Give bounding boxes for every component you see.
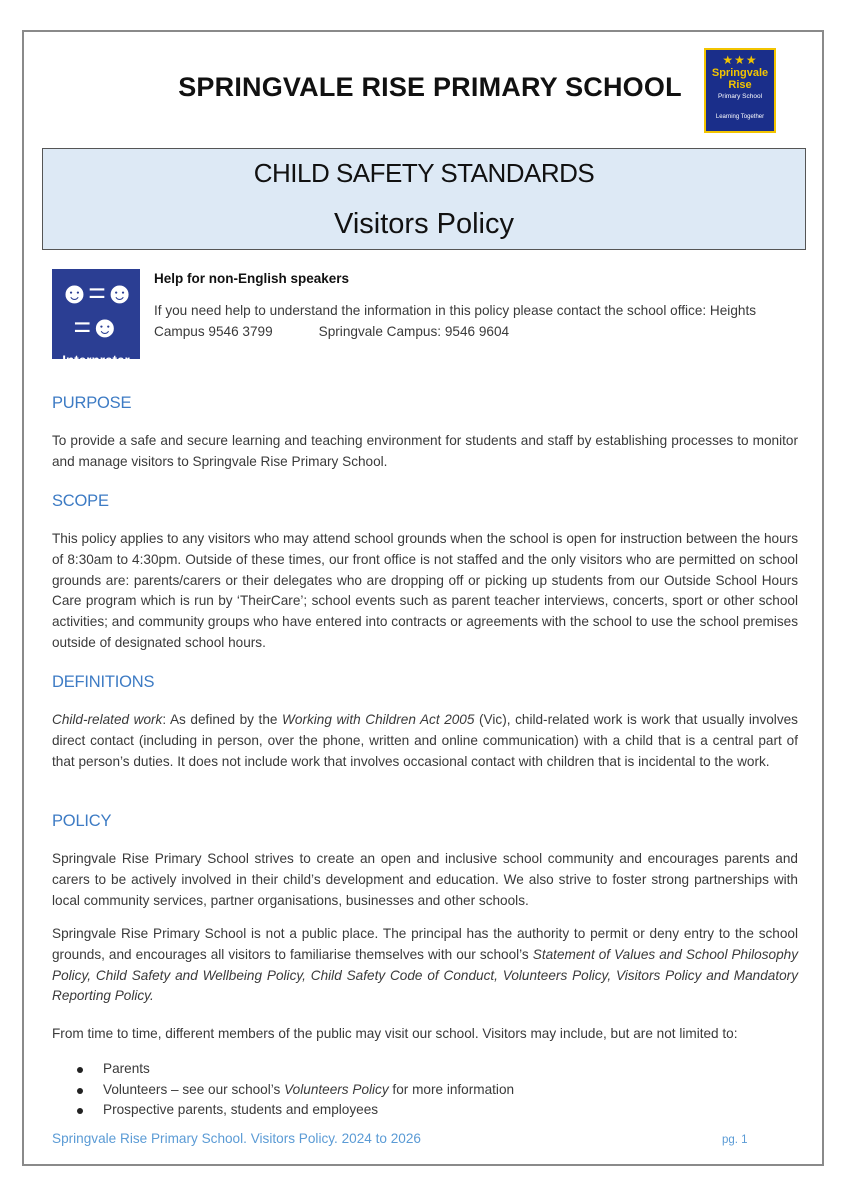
bullet-icon <box>77 1108 83 1114</box>
policy-list: Statement of Values and School Philosophy Policy, Child Safety and Wellbeing Policy, Child Safety Code of Conduct, Volunteers Policy, Visitors Policy and Mandatory Reporting Policy. <box>52 946 798 1004</box>
definitions-text: Child-related work: As defined by the Working with Children Act 2005 (Vic), child-related work is work that usually involves direct contact (including in person, over the phone, written and online communication) with a child that is a central part of that person’s duties. It does not include work that involves occasional contact with children that is incidental to the work. <box>52 712 798 769</box>
people-icon: ☻=☻=☻ <box>58 277 134 344</box>
list-item: Prospective parents, students and employees <box>52 1100 798 1121</box>
help-text <box>154 300 798 342</box>
visitor-list <box>52 1059 798 1121</box>
policy-para-1: Springvale Rise Primary School strives to create an open and inclusive school community and encourages parents and carers to be actively involved in their child’s development and education. We also strive to foster strong partnerships with local community services, partner organisations, businesses and other schools. <box>52 851 798 908</box>
title-banner <box>42 148 806 250</box>
bullet-icon <box>77 1088 83 1094</box>
help-title: Help for non-English speakers <box>154 271 350 286</box>
policy-para-3: From time to time, different members of the public may visit our school. Visitors may include, but are not limited to: <box>52 1026 738 1041</box>
page-number: pg. 1 <box>722 1134 748 1146</box>
purpose-text: To provide a safe and secure learning and teaching environment for students and staff by establishing processes to monitor and manage visitors to Springvale Rise Primary School. <box>52 433 798 469</box>
logo-figures-icon: ★★★ <box>722 53 758 67</box>
interpreter-label: Interpreter <box>62 353 130 368</box>
definition-term: Child-related work <box>52 712 163 727</box>
scope-text: This policy applies to any visitors who may attend school grounds when the school is open for instruction between the hours of 8:30am to 4:30pm. Outside of these times, our front office is not staffed and the only visitors who are permitted on school grounds are: parents/carers or their delegates who are dropping off or picking up students from our Outside School Hours Care program which is run by ‘TheirCare’; school events such as parent teacher interviews, concerts, sport or other school activities; and community groups who have entered into contracts or agreements with the school to use the school premises outside of designated school hours. <box>52 531 798 650</box>
policy-para-2: Springvale Rise Primary School is not a public place. The principal has the authority to permit or deny entry to the school grounds, and encourages all visitors to familiarise themselves with our school’s Statement of Values and School Philosophy Policy, Child Safety and Wellbeing Policy, Child Safety Code of Conduct, Volunteers Policy, Visitors Policy and Mandatory Reporting Policy. <box>52 926 798 1004</box>
policy-heading: POLICY <box>52 812 112 830</box>
list-item: Parents <box>52 1059 798 1080</box>
logo-name-line3: Primary School <box>717 93 763 100</box>
banner-subtitle: Visitors Policy <box>334 208 514 240</box>
help-text-springvale: Springvale Campus: 9546 9604 <box>318 324 510 339</box>
purpose-heading: PURPOSE <box>52 394 132 412</box>
bullet-icon <box>77 1067 83 1073</box>
list-item: Volunteers – see our school’s Volunteers Policy for more information <box>52 1080 798 1101</box>
logo-motto: Learning Together <box>715 114 765 120</box>
school-title: SPRINGVALE RISE PRIMARY SCHOOL <box>178 72 682 102</box>
interpreter-icon <box>52 269 140 368</box>
help-text-heights: If you need help to understand the information in this policy please contact the school office: Heights Campus 9546 3799 <box>154 303 757 339</box>
footer-text: Springvale Rise Primary School. Visitors Policy. 2024 to 2026 <box>52 1131 421 1146</box>
logo-name-line2: Rise <box>728 79 752 91</box>
school-logo <box>704 48 776 133</box>
scope-heading: SCOPE <box>52 492 109 510</box>
act-name: Working with Children Act 2005 <box>282 712 475 727</box>
banner-title: CHILD SAFETY STANDARDS <box>253 158 595 188</box>
definitions-heading: DEFINITIONS <box>52 673 155 691</box>
logo-name-line1: Springvale <box>711 67 769 79</box>
